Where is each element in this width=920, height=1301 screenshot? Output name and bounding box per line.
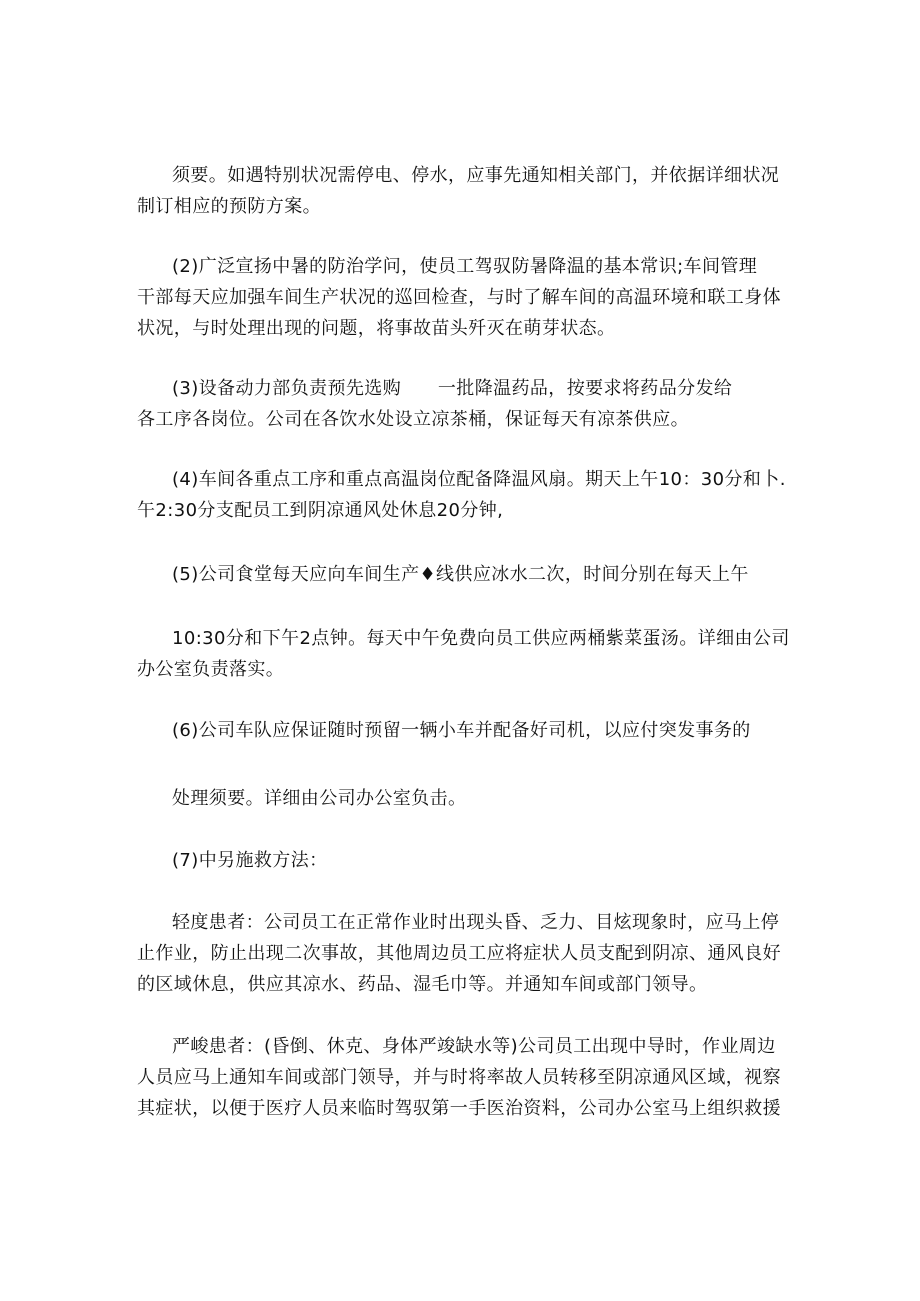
paragraph-line: 制订相应的预防方案。 [137, 196, 321, 217]
paragraph-line: 干部每天应加强车间生产状况的巡回检查，与时了解车间的高温环境和联工身体 [137, 287, 781, 308]
paragraph-line: (4)车间各重点工序和重点高温岗位配备降温风扇。期天上午10：30分和卜. [172, 469, 786, 490]
paragraph-line: 办公室负责落实。 [137, 659, 285, 680]
paragraph-line: (6)公司车队应保证随时预留一辆小车并配备好司机，以应付突发事务的 [172, 720, 751, 741]
paragraph-line: 止作业，防止出现二次事故，其他周边员工应将症状人员支配到阴凉、通风良好 [137, 943, 781, 964]
paragraph-line: (3)设备动力部负责预先选购 一批降温药品，按要求将药品分发给 [172, 378, 733, 399]
paragraph-line: 10:30分和下午2点钟。每天中午免费向员工供应两桶紫菜蛋汤。详细由公司 [172, 628, 790, 649]
paragraph-line: (2)广泛宣扬中暑的防治学问，使员工驾驭防暑降温的基本常识;车间管理 [172, 256, 758, 277]
paragraph-line: (7)中另施救方法： [172, 850, 328, 871]
paragraph-line: 的区域休息，供应其凉水、药品、湿毛巾等。并通知车间或部门领导。 [137, 974, 708, 995]
paragraph-line: 人员应马上通知车间或部门领导，并与时将率故人员转移至阴凉通风区域，视察 [137, 1067, 781, 1088]
paragraph-line: 严峻患者：(昏倒、休克、身体严竣缺水等)公司员工出现中导时，作业周边 [172, 1036, 776, 1057]
paragraph-line: 须要。如遇特别状况需停电、停水，应事先通知相关部门，并依据详细状况 [172, 165, 780, 186]
paragraph-line: (5)公司食堂每天应向车间生产♦线供应冰水二次，时间分别在每天上午 [172, 564, 749, 585]
paragraph-line: 各工序各岗位。公司在各饮水处设立凉茶桶，保证每天有凉茶供应。 [137, 409, 689, 430]
paragraph-line: 午2:30分支配员工到阴凉通风处休息20分钟, [137, 500, 504, 521]
paragraph-line: 其症状，以便于医疗人员来临时驾驭第一手医治资料，公司办公室马上组织救援 [137, 1098, 781, 1119]
paragraph-line: 轻度患者：公司员工在正常作业时出现头昏、乏力、目炫现象时，应马上停 [172, 912, 780, 933]
paragraph-line: 处理须要。详细由公司办公室负击。 [172, 788, 467, 809]
paragraph-line: 状况，与时处理出现的问题，将事故苗头歼灭在萌芽状态。 [137, 318, 616, 339]
